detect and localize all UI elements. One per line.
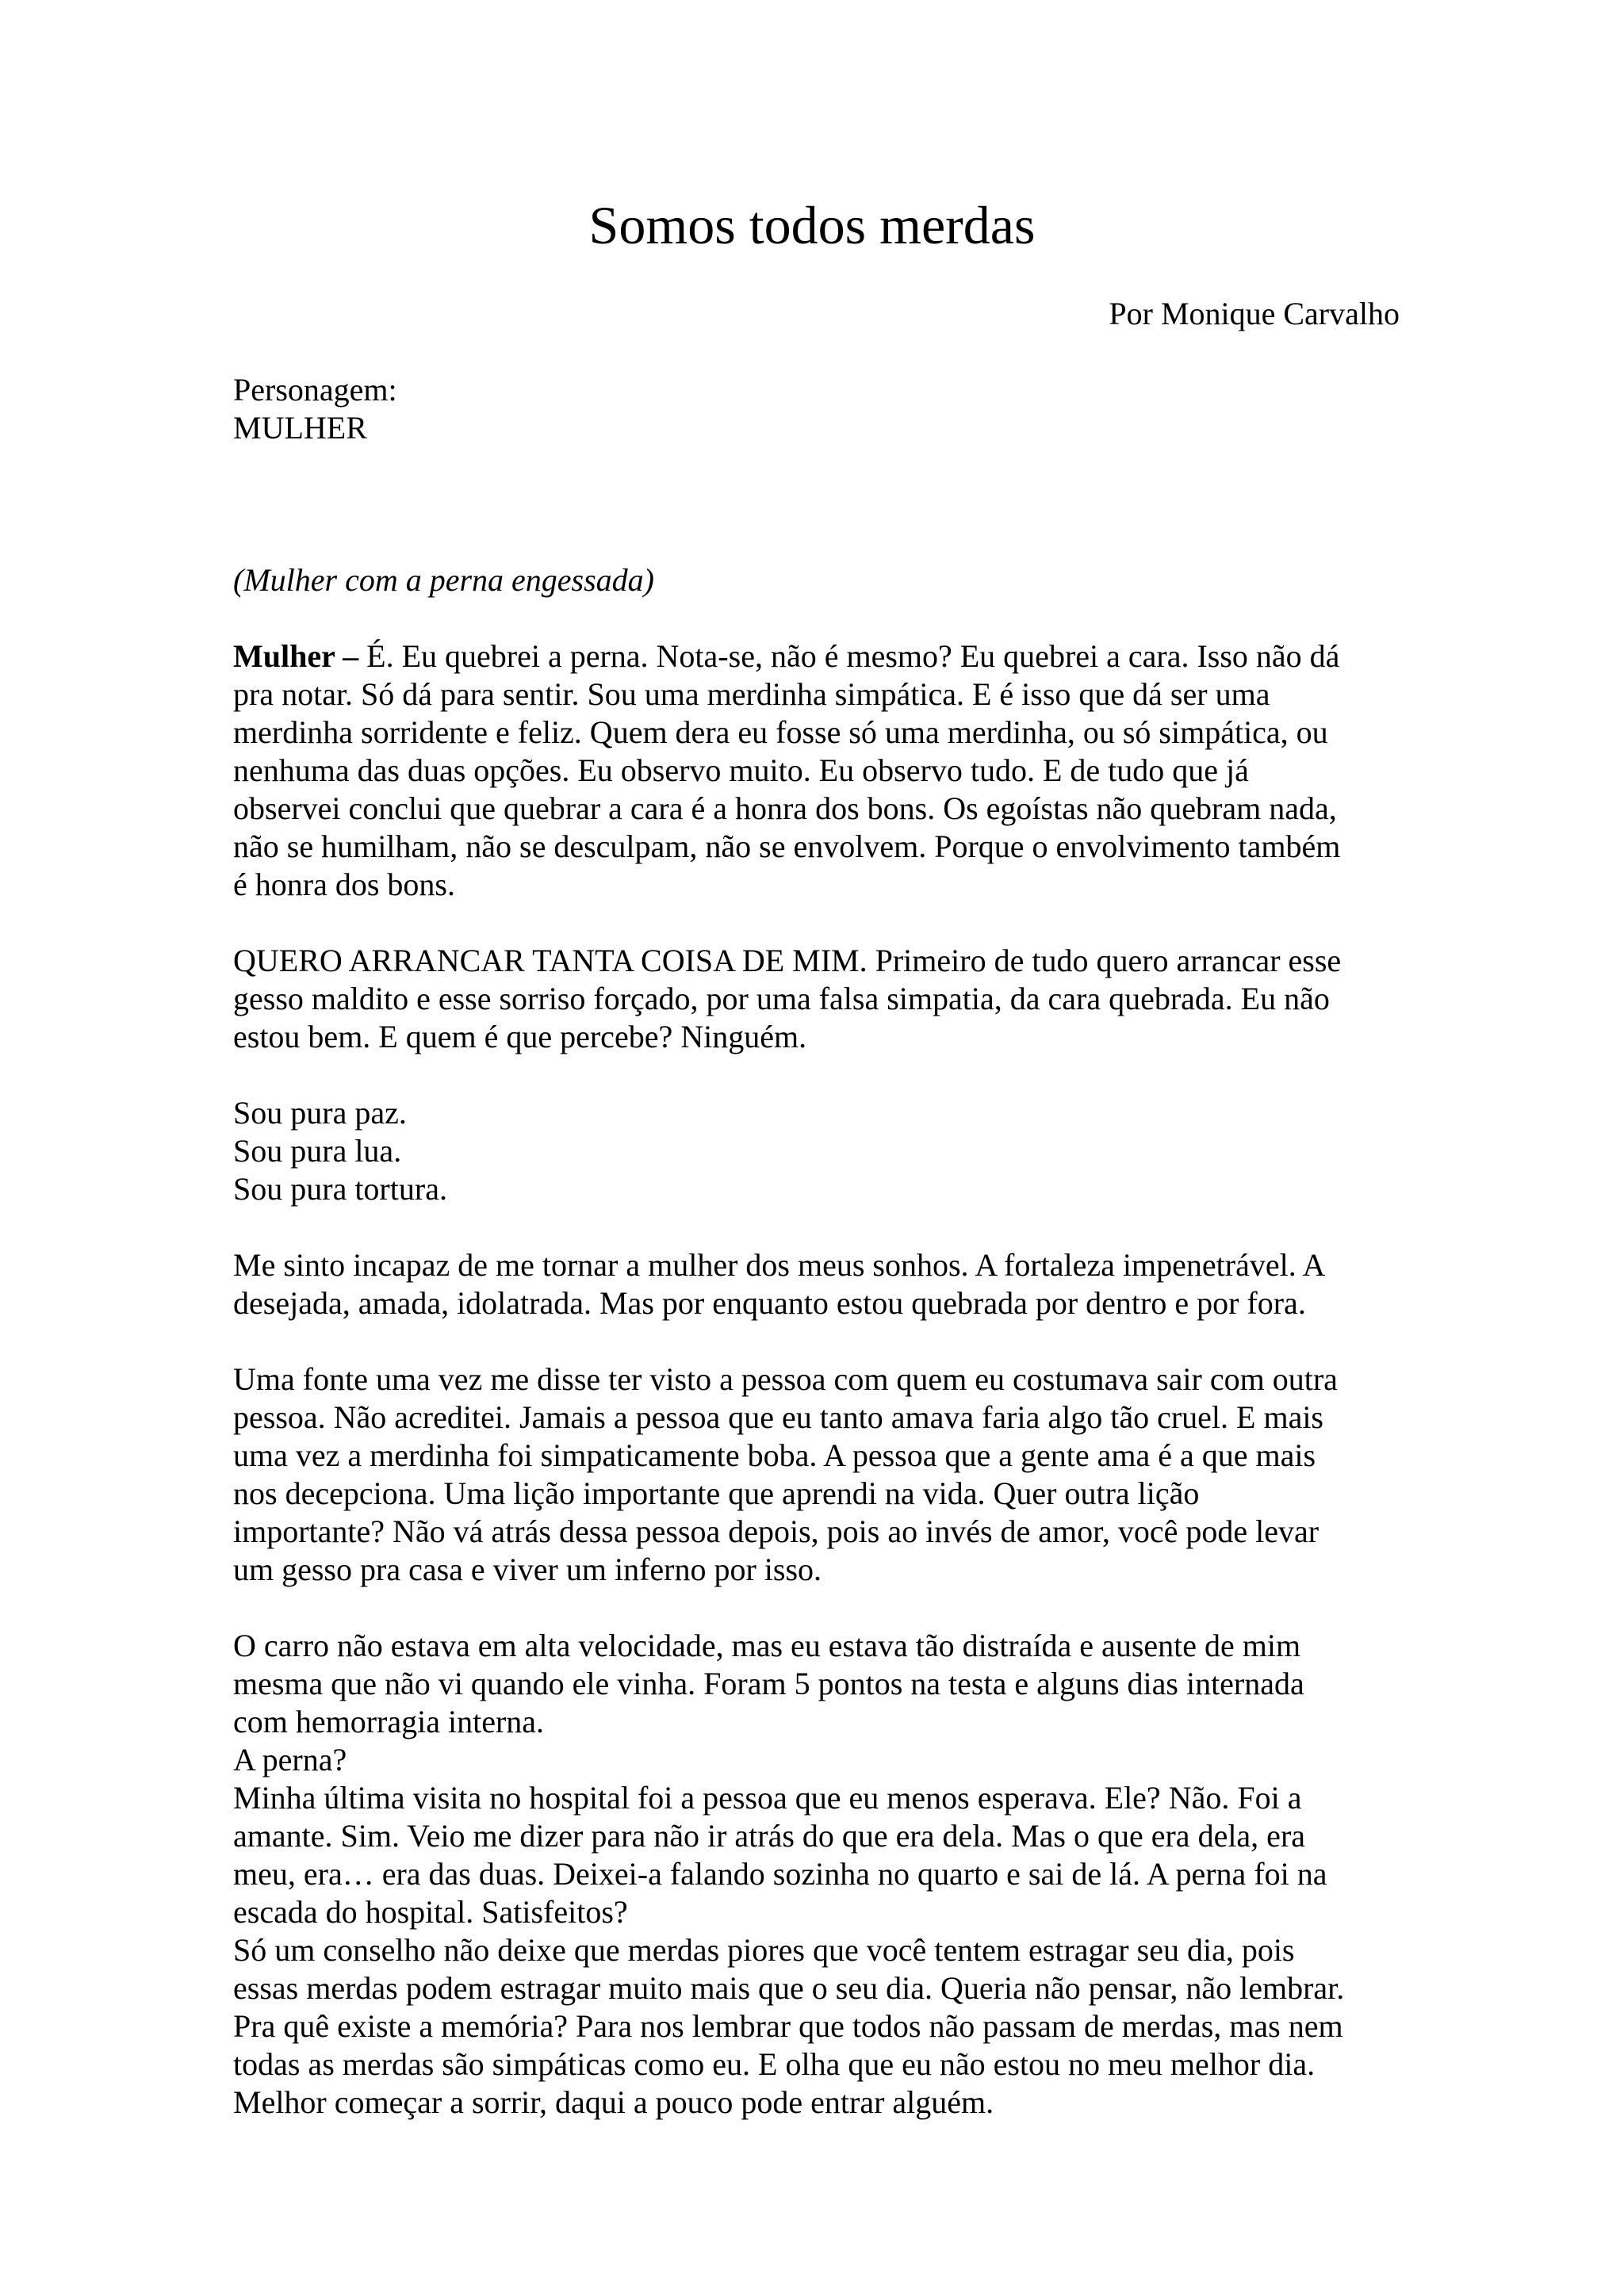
paragraph-4 xyxy=(233,1246,1407,1322)
paragraph-line: Sou pura tortura. xyxy=(233,1171,447,1207)
paragraph-line: A perna? xyxy=(233,1742,347,1777)
paragraph-2 xyxy=(233,942,1407,1056)
paragraph-line: amante. Sim. Veio me dizer para não ir atrás do que era dela. Mas o que era dela, era xyxy=(233,1818,1306,1854)
character-name: MULHER xyxy=(233,410,367,446)
document-body xyxy=(233,371,1407,2122)
character-heading: Personagem: xyxy=(233,372,397,408)
paragraph-line: pra notar. Só dá para sentir. Sou uma merdinha simpática. E é isso que dá ser uma xyxy=(233,676,1270,712)
paragraph-line: é honra dos bons. xyxy=(233,867,455,902)
paragraph-line: nos decepciona. Uma lição importante que aprendi na vida. Quer outra lição xyxy=(233,1475,1200,1511)
paragraph-line: com hemorragia interna. xyxy=(233,1704,545,1739)
paragraph-line: uma vez a merdinha foi simpaticamente boba. A pessoa que a gente ama é a que mais xyxy=(233,1437,1316,1473)
paragraph-line: não se humilham, não se desculpam, não se envolvem. Porque o envolvimento também xyxy=(233,828,1341,864)
paragraph-line: desejada, amada, idolatrada. Mas por enquanto estou quebrada por dentro e por fora. xyxy=(233,1285,1306,1321)
paragraph-line: mesma que não vi quando ele vinha. Foram 5 pontos na testa e alguns dias internada xyxy=(233,1666,1304,1701)
paragraph-line: essas merdas podem estragar muito mais que o seu dia. Queria não pensar, não lembrar. xyxy=(233,1970,1345,2006)
stage-direction: (Mulher com a perna engessada) xyxy=(233,562,654,598)
paragraph-line: meu, era… era das duas. Deixei-a falando sozinha no quarto e sai de lá. A perna foi na xyxy=(233,1856,1327,1892)
paragraph-line: todas as merdas são simpáticas como eu. E olha que eu não estou no meu melhor dia. xyxy=(233,2046,1316,2082)
paragraph-line: gesso maldito e esse sorriso forçado, por uma falsa simpatia, da cara quebrada. Eu não xyxy=(233,981,1330,1016)
paragraph-line: nenhuma das duas opções. Eu observo muito. Eu observo tudo. E de tudo que já xyxy=(233,752,1249,788)
paragraph-line: Pra quê existe a memória? Para nos lembrar que todos não passam de merdas, mas nem xyxy=(233,2008,1343,2044)
paragraph-line: O carro não estava em alta velocidade, mas eu estava tão distraída e ausente de mim xyxy=(233,1628,1301,1663)
paragraph-1 xyxy=(233,637,1407,904)
paragraph-line: QUERO ARRANCAR TANTA COISA DE MIM. Primeiro de tudo quero arrancar esse xyxy=(233,943,1342,978)
paragraph-line: Sou pura lua. xyxy=(233,1133,402,1169)
paragraph-3 xyxy=(233,1094,1407,1208)
document-title: Somos todos merdas xyxy=(588,195,1036,255)
paragraph-line: Melhor começar a sorrir, daqui a pouco pode entrar alguém. xyxy=(233,2084,994,2120)
paragraph-5 xyxy=(233,1360,1407,1589)
paragraph-6 xyxy=(233,1627,1407,2122)
paragraph-line: observei conclui que quebrar a cara é a honra dos bons. Os egoístas não quebram nada, xyxy=(233,790,1337,826)
paragraph-line: Me sinto incapaz de me tornar a mulher dos meus sonhos. A fortaleza impenetrável. A xyxy=(233,1247,1326,1283)
paragraph-line: Só um conselho não deixe que merdas piores que você tentem estragar seu dia, pois xyxy=(233,1932,1295,1968)
paragraph-line: escada do hospital. Satisfeitos? xyxy=(233,1894,628,1930)
paragraph-line: um gesso pra casa e viver um inferno por isso. xyxy=(233,1552,822,1587)
paragraph-line: Sou pura paz. xyxy=(233,1095,407,1131)
paragraph-line: Uma fonte uma vez me disse ter visto a pessoa com quem eu costumava sair com outra xyxy=(233,1361,1338,1397)
paragraph-line: Mulher – É. Eu quebrei a perna. Nota-se, não é mesmo? Eu quebrei a cara. Isso não dá xyxy=(233,638,1340,674)
paragraph-line: importante? Não vá atrás dessa pessoa depois, pois ao invés de amor, você pode levar xyxy=(233,1513,1320,1549)
paragraph-line: pessoa. Não acreditei. Jamais a pessoa que eu tanto amava faria algo tão cruel. E mais xyxy=(233,1399,1323,1435)
paragraph-line: merdinha sorridente e feliz. Quem dera eu fosse só uma merdinha, ou só simpática, ou xyxy=(233,714,1328,750)
paragraph-line: estou bem. E quem é que percebe? Ninguém. xyxy=(233,1019,807,1054)
author-line: Por Monique Carvalho xyxy=(1109,296,1400,331)
paragraph-line: Minha última visita no hospital foi a pessoa que eu menos esperava. Ele? Não. Foi a xyxy=(233,1780,1302,1816)
speaker-label: Mulher – xyxy=(233,638,359,674)
